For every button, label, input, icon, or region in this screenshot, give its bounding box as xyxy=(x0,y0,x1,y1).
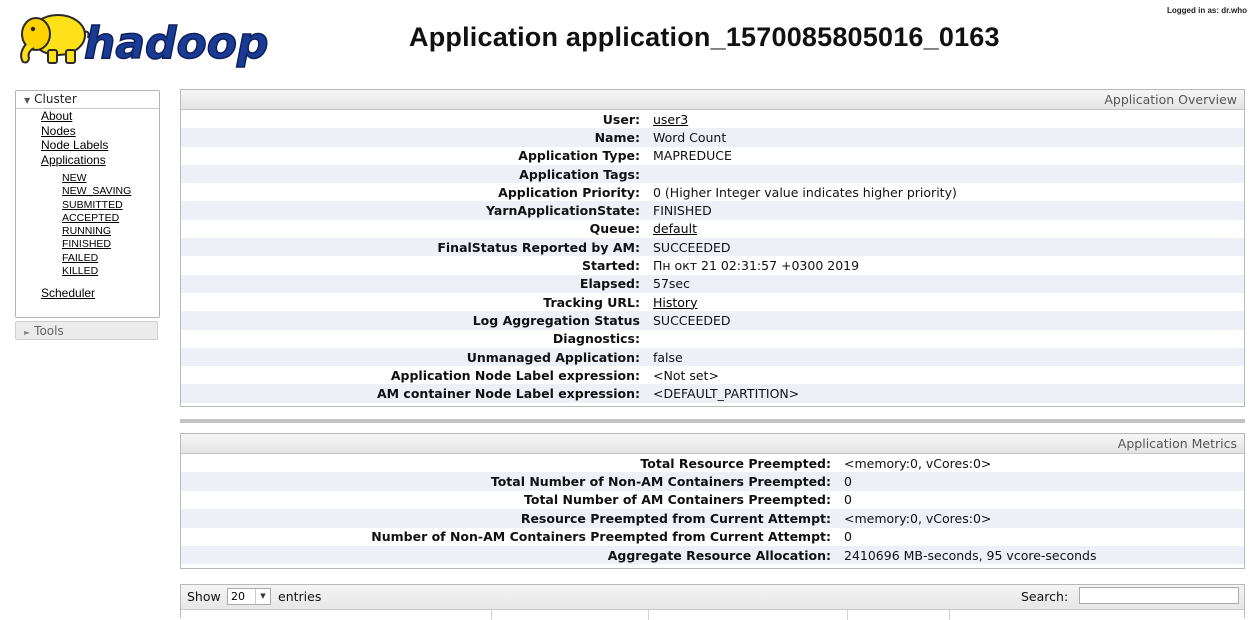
panel-divider xyxy=(180,419,1245,423)
overview-value-link[interactable]: user3 xyxy=(653,111,689,127)
overview-value: <DEFAULT_PARTITION> xyxy=(653,386,800,402)
overview-row xyxy=(181,165,1244,183)
overview-row xyxy=(181,366,1244,384)
metrics-value: 0 xyxy=(844,529,852,545)
overview-label: Diagnostics: xyxy=(552,331,640,347)
metrics-label: Number of Non-AM Containers Preempted from Current Attempt: xyxy=(371,529,831,545)
overview-value: SUCCEEDED xyxy=(653,239,731,255)
metrics-value: 0 xyxy=(844,492,852,508)
overview-label: Tracking URL: xyxy=(543,294,640,310)
metrics-value-cell xyxy=(837,472,1244,490)
overview-value-cell xyxy=(646,330,1244,348)
metrics-row xyxy=(181,491,1244,509)
metrics-row xyxy=(181,528,1244,546)
search-input[interactable] xyxy=(1079,587,1239,604)
overview-label: Unmanaged Application: xyxy=(466,349,640,365)
overview-row xyxy=(181,110,1244,128)
column-divider xyxy=(491,610,492,620)
nav-link-about[interactable]: About xyxy=(41,109,73,123)
overview-row xyxy=(181,147,1244,165)
metrics-label: Total Number of AM Containers Preempted: xyxy=(523,492,831,508)
application-metrics-panel xyxy=(180,433,1245,569)
overview-value: Word Count xyxy=(653,129,727,145)
metrics-value-cell xyxy=(837,509,1244,527)
metrics-row xyxy=(181,546,1244,564)
attempts-table-header xyxy=(181,609,1244,620)
application-metrics-table xyxy=(181,454,1244,564)
overview-value-cell xyxy=(646,165,1244,183)
page-length-select[interactable] xyxy=(227,588,271,605)
overview-value-cell xyxy=(646,201,1244,219)
metrics-value-cell xyxy=(837,491,1244,509)
overview-label: YarnApplicationState: xyxy=(486,203,640,219)
logo-wordmark: hadoop xyxy=(84,18,269,69)
nav-link-state-new-saving[interactable]: NEW_SAVING xyxy=(62,185,132,198)
overview-value-cell xyxy=(646,110,1244,128)
show-label: Show xyxy=(187,589,221,604)
metrics-value: <memory:0, vCores:0> xyxy=(844,455,992,471)
overview-label: Log Aggregation Status xyxy=(472,312,640,328)
overview-row xyxy=(181,384,1244,402)
overview-value-cell xyxy=(646,293,1244,311)
application-overview-heading: Application Overview xyxy=(181,90,1244,110)
overview-value-cell xyxy=(646,238,1244,256)
overview-value-cell xyxy=(646,275,1244,293)
overview-label: Started: xyxy=(582,258,640,274)
overview-row xyxy=(181,220,1244,238)
overview-value: 0 (Higher Integer value indicates higher priority) xyxy=(653,184,957,200)
page-title: Application application_1570085805016_0163 xyxy=(409,22,1000,52)
entries-label: entries xyxy=(278,589,322,604)
overview-label: Elapsed: xyxy=(579,276,640,292)
metrics-value-cell xyxy=(837,454,1244,472)
overview-row xyxy=(181,238,1244,256)
metrics-value-cell xyxy=(837,546,1244,564)
overview-row xyxy=(181,201,1244,219)
overview-value-link[interactable]: History xyxy=(653,294,698,310)
attempts-table-toolbar xyxy=(180,584,1245,618)
cluster-links xyxy=(16,109,159,301)
overview-row xyxy=(181,275,1244,293)
overview-value-cell xyxy=(646,256,1244,274)
tools-nav-toggle[interactable] xyxy=(15,321,158,340)
overview-row xyxy=(181,293,1244,311)
overview-value-cell xyxy=(646,183,1244,201)
page-length-value: 20 xyxy=(231,590,245,603)
overview-value: FINISHED xyxy=(653,203,712,219)
overview-row xyxy=(181,183,1244,201)
nav-link-state-running[interactable]: RUNNING xyxy=(62,225,111,238)
nav-link-nodes[interactable]: Nodes xyxy=(41,123,76,138)
column-divider xyxy=(949,610,950,620)
application-overview-panel xyxy=(180,89,1245,407)
overview-label: Application Tags: xyxy=(519,166,640,182)
nav-link-state-killed[interactable]: KILLED xyxy=(62,265,99,278)
search-label: Search: xyxy=(1021,589,1069,604)
nav-link-state-submitted[interactable]: SUBMITTED xyxy=(62,198,123,211)
logged-in-label: Logged in as: dr.who xyxy=(1167,6,1247,15)
overview-row xyxy=(181,330,1244,348)
metrics-label: Resource Preempted from Current Attempt: xyxy=(520,510,831,526)
overview-row xyxy=(181,256,1244,274)
cluster-nav-label: Cluster xyxy=(34,92,77,106)
overview-value: 57sec xyxy=(653,276,690,292)
metrics-row xyxy=(181,454,1244,472)
metrics-label: Total Number of Non-AM Containers Preempted: xyxy=(490,474,831,490)
metrics-value: <memory:0, vCores:0> xyxy=(844,510,992,526)
cluster-nav-toggle[interactable] xyxy=(16,91,159,109)
overview-label: FinalStatus Reported by AM: xyxy=(437,239,640,255)
overview-label: Application Type: xyxy=(518,148,640,164)
overview-row xyxy=(181,128,1244,146)
overview-value-cell xyxy=(646,147,1244,165)
column-divider xyxy=(648,610,649,620)
chevron-down-icon: ▼ xyxy=(255,589,270,604)
column-divider xyxy=(847,610,848,620)
hadoop-logo xyxy=(14,8,276,70)
overview-label: Application Priority: xyxy=(498,184,640,200)
metrics-value-cell xyxy=(837,528,1244,546)
nav-link-state-finished[interactable]: FINISHED xyxy=(62,238,112,251)
triangle-right-icon: ► xyxy=(24,328,31,337)
app-state-links xyxy=(62,172,159,278)
metrics-value: 0 xyxy=(844,474,852,490)
overview-row xyxy=(181,348,1244,366)
metrics-row xyxy=(181,472,1244,490)
overview-label: Application Node Label expression: xyxy=(390,367,640,383)
overview-value: Пн окт 21 02:31:57 +0300 2019 xyxy=(653,258,860,274)
overview-value-cell xyxy=(646,384,1244,402)
overview-label: Queue: xyxy=(589,221,640,237)
application-overview-table xyxy=(181,110,1244,403)
metrics-label: Total Resource Preempted: xyxy=(640,455,831,471)
overview-value-cell xyxy=(646,348,1244,366)
overview-value: SUCCEEDED xyxy=(653,312,731,328)
overview-value: MAPREDUCE xyxy=(653,148,732,164)
overview-value: false xyxy=(653,349,683,365)
overview-label: User: xyxy=(602,111,640,127)
overview-value-cell xyxy=(646,366,1244,384)
application-metrics-heading: Application Metrics xyxy=(181,434,1244,454)
nav-link-state-accepted[interactable]: ACCEPTED xyxy=(62,211,120,224)
overview-value-link[interactable]: default xyxy=(653,221,697,237)
overview-label: AM container Node Label expression: xyxy=(376,386,640,402)
overview-value: <Not set> xyxy=(653,367,719,383)
metrics-row xyxy=(181,509,1244,527)
nav-link-state-new[interactable]: NEW xyxy=(62,172,87,184)
metrics-value: 2410696 MB-seconds, 95 vcore-seconds xyxy=(844,547,1097,563)
nav-link-scheduler[interactable]: Scheduler xyxy=(41,286,96,301)
nav-link-state-failed[interactable]: FAILED xyxy=(62,251,99,264)
tools-nav-label: Tools xyxy=(34,324,64,338)
nav-link-node-labels[interactable]: Node Labels xyxy=(41,138,109,152)
overview-value-cell xyxy=(646,128,1244,146)
nav-link-applications[interactable]: Applications xyxy=(41,152,106,167)
overview-value-cell xyxy=(646,311,1244,329)
metrics-label: Aggregate Resource Allocation: xyxy=(607,547,831,563)
triangle-down-icon: ▼ xyxy=(24,96,31,105)
elephant-icon xyxy=(21,15,88,63)
overview-value-cell xyxy=(646,220,1244,238)
overview-row xyxy=(181,311,1244,329)
cluster-nav xyxy=(15,90,160,318)
overview-label: Name: xyxy=(594,129,640,145)
